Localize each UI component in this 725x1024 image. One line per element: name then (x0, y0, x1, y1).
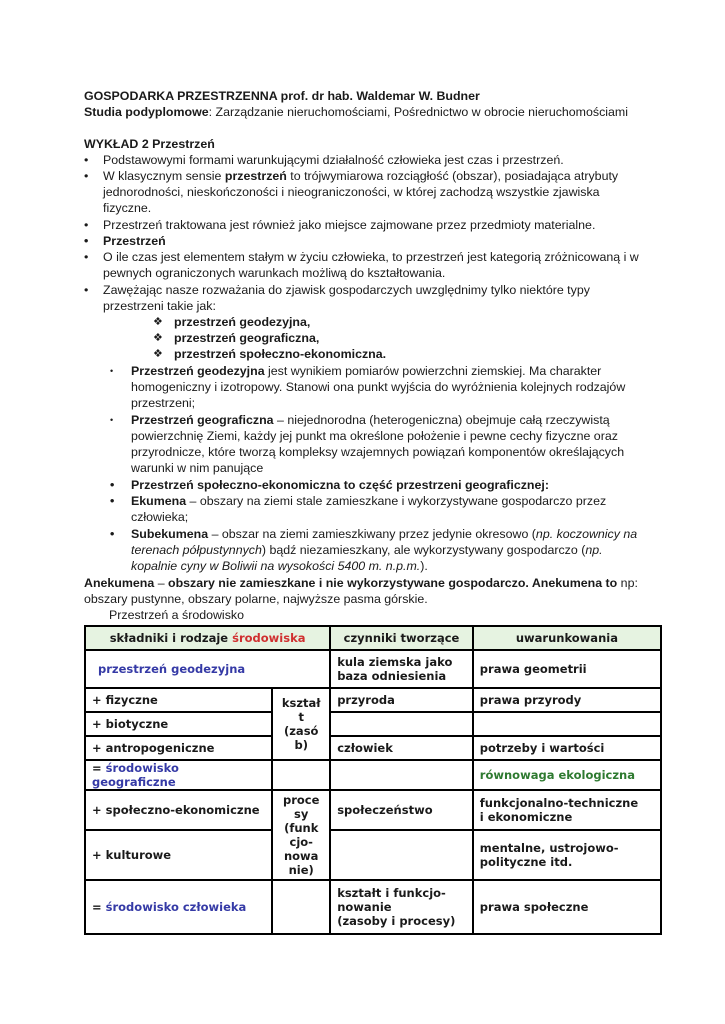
sub-bullet-text: Przestrzeń społeczno-ekonomiczna to część przestrzeni geograficznej: (131, 478, 549, 492)
bullet-text: Podstawowymi formami warunkującymi działalność człowieka jest czas i przestrzeń. (103, 153, 564, 167)
table-cell: prawa przyrody (473, 688, 661, 712)
bullet-icon: • (110, 527, 115, 541)
table-cell (272, 760, 330, 790)
bullet-icon: • (84, 234, 89, 248)
sub-bullet-text: homogeniczny i izotropowy. Stanowi ona punkt wyjścia do wyróżnienia kolejnych rodzajów (131, 380, 626, 394)
sub-bullet-text: Przestrzeń geodezyjna jest wynikiem pomiarów powierzchni ziemskiej. Ma charakter (131, 364, 602, 378)
table-cell: + fizyczne (85, 688, 272, 712)
sub-bullet-text: kopalnie cyny w Boliwii na wysokości 5400 m. n.p.m.). (131, 559, 428, 573)
diamond-bullet-icon: ❖ (153, 348, 163, 360)
table-row (85, 880, 661, 934)
table-header-row (85, 626, 661, 650)
table-cell: + biotyczne (85, 712, 272, 736)
table-cell: kula ziemska jako baza odniesienia (330, 650, 473, 688)
table-row (85, 760, 661, 790)
diamond-bullet-icon: ❖ (153, 316, 163, 328)
space-type-item: przestrzeń geograficzna, (174, 331, 320, 345)
studies-text: : Zarządzanie nieruchomościami, Pośrednictwo w obrocie nieruchomościami (208, 105, 629, 119)
sub-bullet-text: człowieka; (131, 510, 189, 524)
bullet-text: Przestrzeń (103, 234, 166, 248)
bullet-icon: • (84, 250, 89, 264)
table-row (85, 688, 661, 712)
bullet-icon: • (84, 218, 89, 232)
bullet-icon: • (110, 478, 115, 492)
lecture-title: WYKŁAD 2 Przestrzeń (84, 137, 215, 151)
table-cell: przyroda (330, 688, 473, 712)
bullet-text: W klasycznym sensie przestrzeń to trójwymiarowa rozciągłość (obszar), posiadająca atrybuty (103, 169, 619, 183)
sub-bullet-text: Subekumena – obszar na ziemi zamieszkiwany przez jedynie okresowo (np. koczownicy na (131, 527, 638, 541)
table-cell: mentalne, ustrojowo- polityczne itd. (473, 830, 661, 880)
sub-bullet-text: warunki w nim panujące (131, 461, 264, 475)
environment-table (84, 625, 662, 935)
bullet-text: pewnych ograniczonych warunkach możliwą do kształtowania. (103, 266, 446, 280)
anekumena-paragraph: Anekumena – obszary nie zamieszkane i nie wykorzystywane gospodarczo. Anekumena to np: (84, 576, 638, 590)
table-cell: = środowisko człowieka (85, 880, 272, 934)
bullet-icon: • (110, 415, 114, 425)
bullet-text: O ile czas jest elementem stałym w życiu człowieka, to przestrzeń jest kategorią zróżnicowaną i w (103, 250, 639, 264)
table-cell: człowiek (330, 736, 473, 760)
table-cell (330, 760, 473, 790)
bullet-icon: • (110, 366, 114, 376)
studies-label: Studia podyplomowe (84, 105, 209, 119)
shape-resources-cell: kształ t (zasó b) (272, 688, 330, 760)
bullet-icon: • (84, 283, 89, 297)
bullet-icon: • (110, 494, 115, 508)
table-cell: funkcjonalno-techniczne i ekonomiczne (473, 790, 661, 830)
table-cell: + kulturowe (85, 830, 272, 880)
bullet-text: fizyczne. (103, 201, 152, 215)
bullet-text: Zawężając nasze rozważania do zjawisk gospodarczych uwzględnimy tylko niektóre typy (103, 283, 590, 297)
bullet-text: Przestrzeń traktowana jest również jako miejsce zajmowane przez przedmioty materialne. (103, 218, 596, 232)
table-cell: potrzeby i wartości (473, 736, 661, 760)
table-row (85, 790, 661, 830)
sub-bullet-text: przestrzeni; (131, 396, 196, 410)
table-cell: równowaga ekologiczna (473, 760, 661, 790)
studies-line (84, 104, 628, 120)
table-cell: społeczeństwo (330, 790, 473, 830)
table-caption: Przestrzeń a środowisko (109, 608, 244, 622)
table-cell: prawa geometrii (473, 650, 661, 688)
table-cell (473, 712, 661, 736)
table-cell (330, 712, 473, 736)
table-cell: kształt i funkcjo- nowanie (zasoby i procesy) (330, 880, 473, 934)
table-cell: prawa społeczne (473, 880, 661, 934)
sub-bullet-text: terenach półpustynnych) bądź niezamieszkany, ale wykorzystywany gospodarczo (np. (131, 543, 603, 557)
processes-cell: proce sy (funk cjo- nowa nie) (272, 790, 330, 880)
document-title: GOSPODARKA PRZESTRZENNA prof. dr hab. Waldemar W. Budner (84, 89, 480, 103)
table-row (85, 650, 661, 688)
bullet-icon: • (84, 153, 89, 167)
table-row (85, 736, 661, 760)
bullet-icon: • (84, 169, 89, 183)
table-cell (330, 830, 473, 880)
header-cell-components: składniki i rodzaje środowiska (85, 626, 330, 650)
table-row (85, 830, 661, 880)
table-row (85, 712, 661, 736)
header-cell-conditions: uwarunkowania (473, 626, 661, 650)
sub-bullet-text: Przestrzeń geograficzna – niejednorodna (heterogeniczna) obejmuje całą rzeczywistą (131, 413, 610, 427)
table-cell: + antropogeniczne (85, 736, 272, 760)
header-cell-factors: czynniki tworzące (330, 626, 473, 650)
sub-bullet-text: powierzchnię Ziemi, każdy jej punkt ma określone położenie i pewne cechy fizyczne oraz (131, 429, 618, 443)
diamond-bullet-icon: ❖ (153, 332, 163, 344)
table-cell: = środowisko geograficzne (85, 760, 272, 790)
bullet-text: przestrzeni takie jak: (103, 299, 216, 313)
space-type-item: przestrzeń społeczno-ekonomiczna. (174, 347, 387, 361)
table-cell: + społeczno-ekonomiczne (85, 790, 272, 830)
table-cell: przestrzeń geodezyjna (85, 650, 330, 688)
table-cell (272, 880, 330, 934)
sub-bullet-text: Ekumena – obszary na ziemi stale zamieszkane i wykorzystywane gospodarczo przez (131, 494, 607, 508)
space-type-item: przestrzeń geodezyjna, (174, 315, 311, 329)
sub-bullet-text: przyrodnicze, które tworzą kompleksy wzajemnych powiązań komponentów określających (131, 445, 625, 459)
bullet-text: jednorodności, nieskończoności i nieograniczoności, w której zachodzą wszystkie zjawiska (103, 185, 600, 199)
anekumena-paragraph: obszary pustynne, obszary polarne, najwyższe pasma górskie. (84, 592, 428, 606)
